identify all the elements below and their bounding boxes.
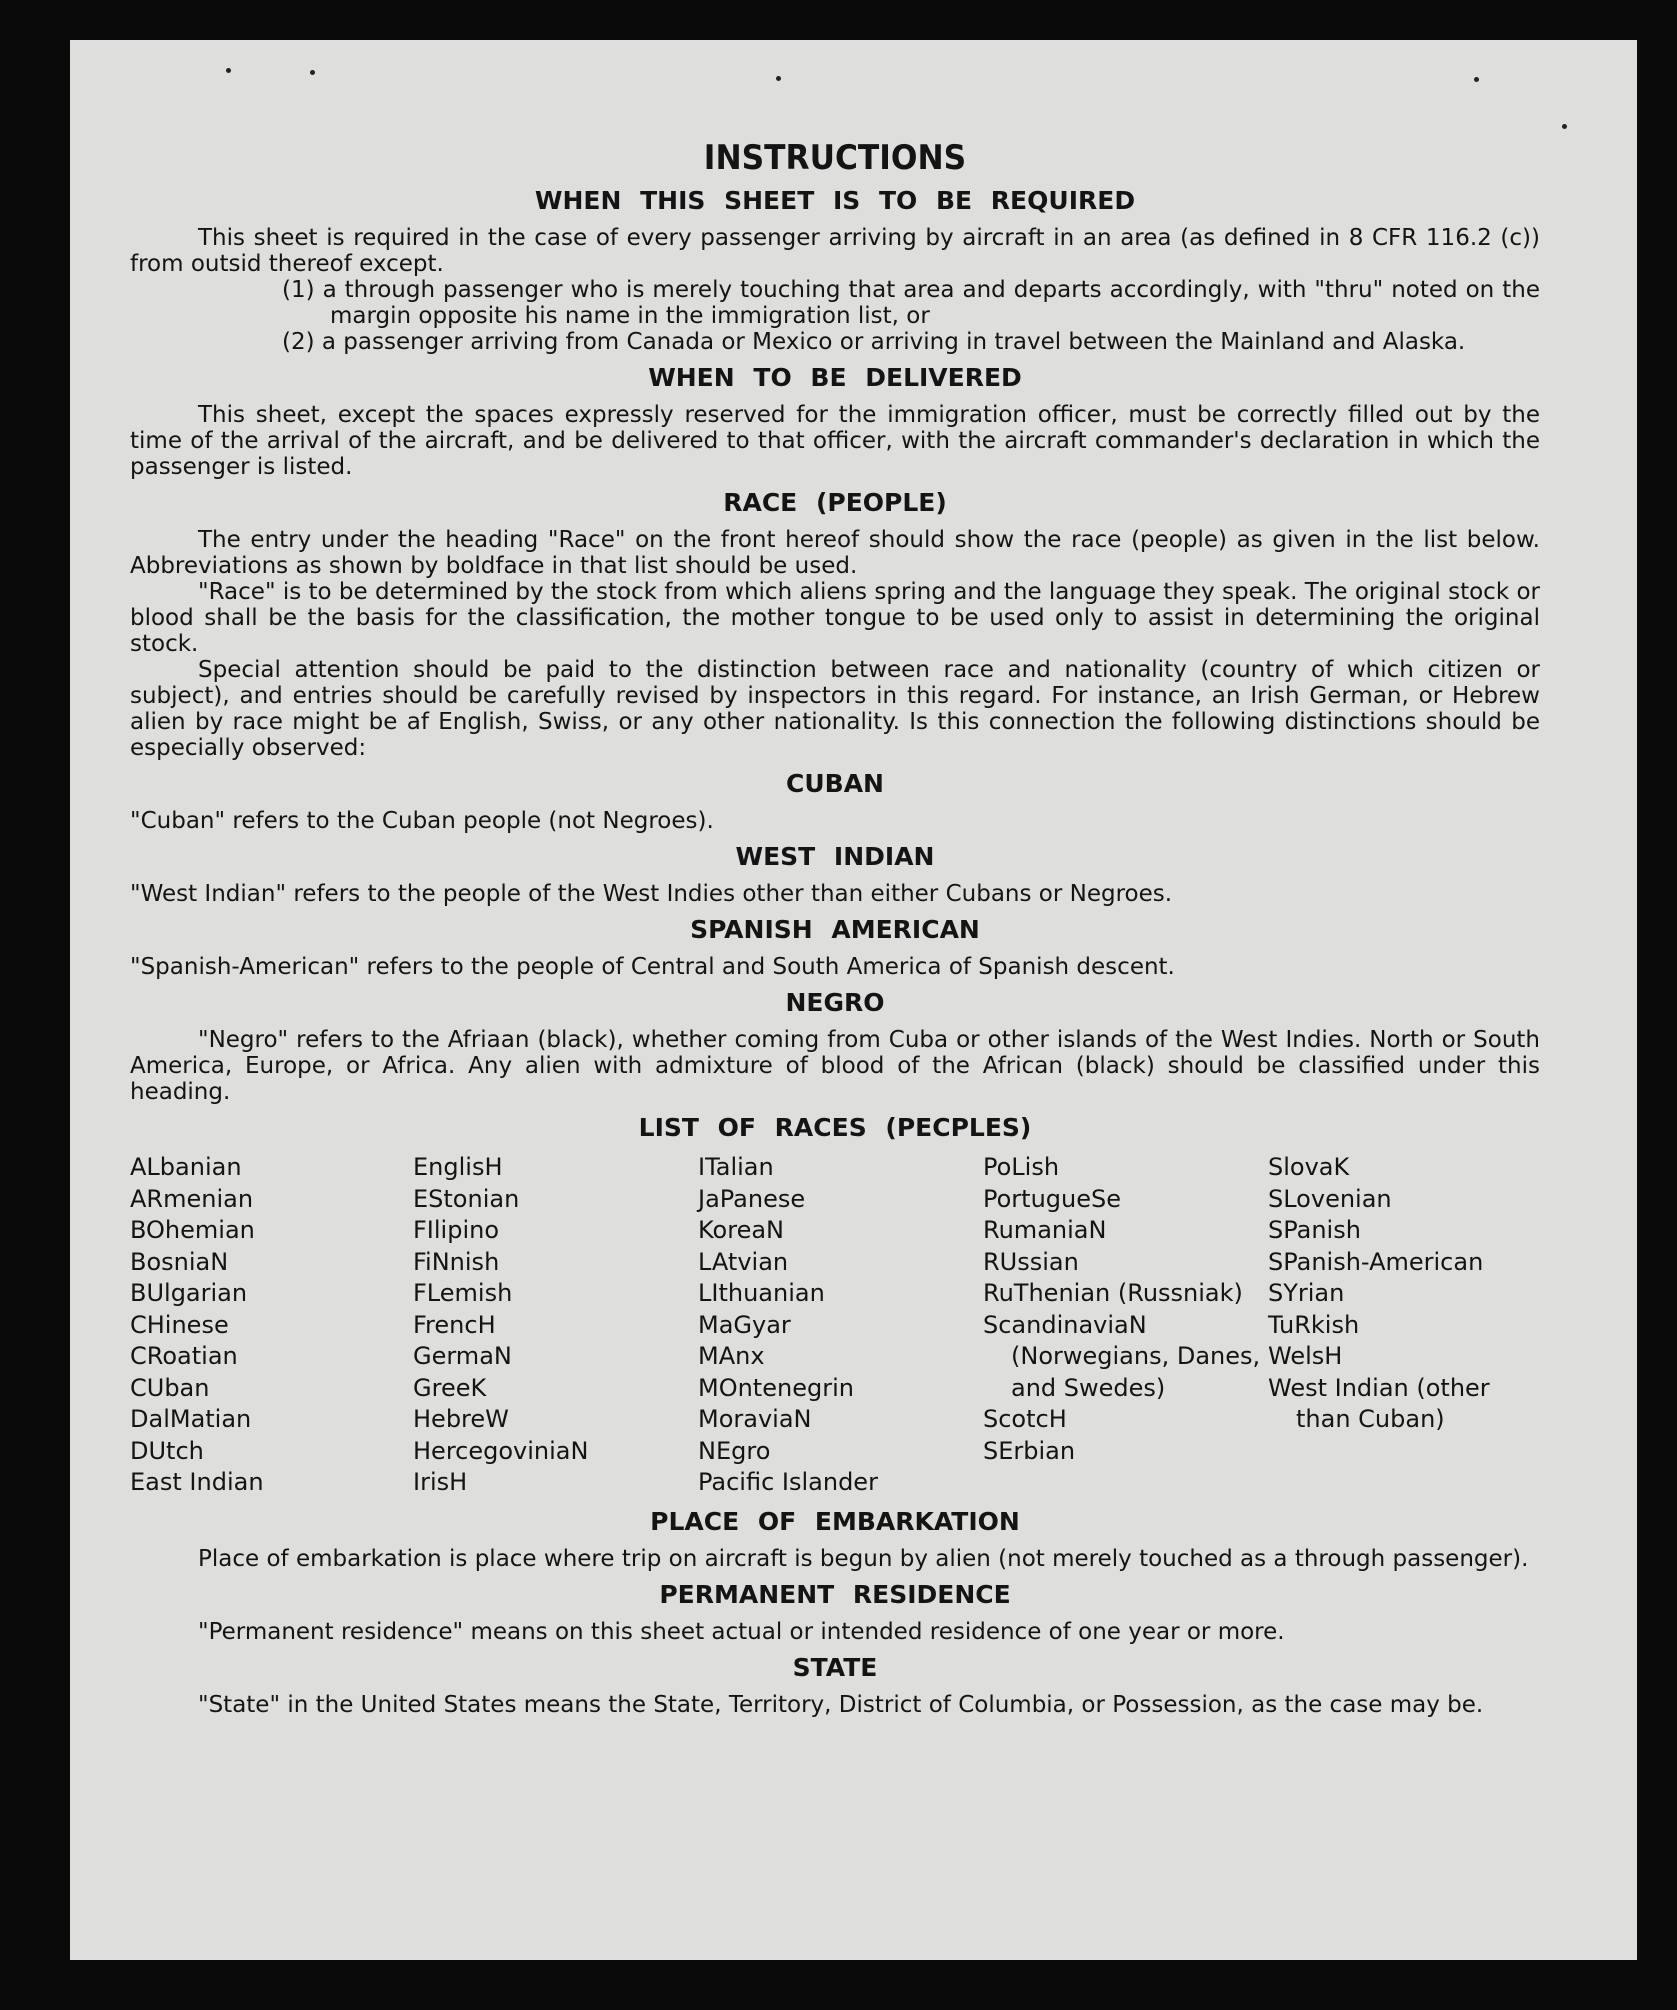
- race-entry: BOhemian: [130, 1216, 255, 1244]
- exception-item: (2) a passenger arriving from Canada or Mexico or arriving in travel between the Mainland and Alaska.: [282, 329, 1466, 355]
- races-list: [130, 1152, 1540, 1499]
- race-entry: CRoatian: [130, 1342, 238, 1370]
- race-entry: DalMatian: [130, 1405, 252, 1433]
- races-column: [130, 1152, 413, 1499]
- race-entry: ScotcH: [983, 1405, 1067, 1433]
- section-heading: STATE: [792, 1652, 878, 1682]
- race-entry: MaGyar: [698, 1310, 791, 1339]
- race-entry: WelsH: [1268, 1342, 1343, 1370]
- scan-speck: [310, 70, 315, 75]
- races-heading: LIST OF RACES (PECPLES): [638, 1113, 1032, 1142]
- paragraph: This sheet is required in the case of every passenger arriving by aircraft in an area (as defined in 8 CFR 116.2 (c)) from outsid thereof except.: [130, 225, 1540, 277]
- paragraph: "Negro" refers to the Afriaan (black), whether coming from Cuba or other islands of the West Indies. North or South America, Europe, or Africa. Any alien with admixture of blood of the African (black) should be classified under this heading.: [130, 1027, 1540, 1105]
- paragraph: "Spanish-American" refers to the people of Central and South America of Spanish descent.: [130, 954, 1175, 980]
- paragraph: Place of embarkation is place where trip on aircraft is begun by alien (not merely touched as a through passenger).: [198, 1545, 1529, 1572]
- paragraph: This sheet, except the spaces expressly reserved for the immigration officer, must be correctly filled out by the time of the arrival of the aircraft, and be delivered to that officer, with the aircraft commander's declaration in which the passenger is listed.: [130, 402, 1540, 480]
- race-entry: East Indian: [130, 1468, 264, 1496]
- scan-speck: [776, 76, 781, 81]
- scan-speck: [1474, 77, 1479, 82]
- race-entry: GreeK: [413, 1373, 487, 1402]
- paragraph: "Race" is to be determined by the stock from which aliens spring and the language they speak. The original stock or blood shall be the basis for the classification, the mother tongue to be used only to assist in determining the original stock.: [130, 579, 1540, 657]
- race-entry: KoreaN: [698, 1216, 784, 1244]
- race-entry: FrencH: [413, 1310, 496, 1339]
- section-heading: PLACE OF EMBARKATION: [650, 1506, 1020, 1536]
- race-entry: BUlgarian: [130, 1279, 248, 1307]
- race-entry: Pacific Islander: [698, 1468, 878, 1496]
- race-entry: CHinese: [130, 1310, 229, 1339]
- race-entry: MAnx: [698, 1342, 765, 1370]
- race-entry: FiNnish: [413, 1247, 500, 1276]
- section-heading: NEGRO: [785, 988, 885, 1017]
- exception-item: (1) a through passenger who is merely touching that area and departs accordingly, with "thru" noted on the margin opposite his name in the immigration list, or: [282, 277, 1540, 329]
- race-entry: GermaN: [413, 1342, 512, 1370]
- races-column: [698, 1152, 983, 1499]
- section-heading: WHEN TO BE DELIVERED: [648, 363, 1022, 392]
- paragraph: Special attention should be paid to the distinction between race and nationality (country of which citizen or subject), and entries should be carefully revised by inspectors in this regard. For instance, an Irish German, or Hebrew alien by race might be af English, Swiss, or any other nationality. Is this connection the following distinctions should be especially observed:: [130, 657, 1540, 761]
- race-entry: HebreW: [413, 1405, 509, 1433]
- race-entry: ScandinaviaN (Norwegians, Danes, and Swedes): [983, 1310, 1261, 1402]
- race-entry: RumaniaN: [983, 1216, 1107, 1244]
- race-entry: EStonian: [413, 1184, 520, 1213]
- race-entry: MoraviaN: [698, 1405, 812, 1433]
- race-entry: SYrian: [1268, 1279, 1345, 1307]
- race-entry: FLemish: [413, 1279, 513, 1307]
- section-heading: RACE (PEOPLE): [723, 488, 947, 517]
- instructions-content: [130, 138, 1540, 1718]
- race-entry: LAtvian: [698, 1247, 789, 1276]
- paragraph: The entry under the heading "Race" on the front hereof should show the race (people) as given in the list below. Abbreviations as shown by boldface in that list should be used.: [130, 527, 1540, 579]
- section-heading: CUBAN: [786, 769, 884, 798]
- paragraph: "West Indian" refers to the people of the West Indies other than either Cubans or Negroes.: [130, 881, 1173, 907]
- races-column: [413, 1152, 698, 1499]
- race-entry: SErbian: [983, 1436, 1076, 1465]
- race-entry: ARmenian: [130, 1184, 254, 1213]
- document-sheet: [70, 40, 1637, 1960]
- race-entry: LIthuanian: [698, 1279, 825, 1307]
- race-entry: ALbanian: [130, 1153, 242, 1181]
- race-entry: PoLish: [983, 1153, 1060, 1181]
- race-entry: BosniaN: [130, 1247, 229, 1276]
- race-entry: PortugueSe: [983, 1184, 1121, 1213]
- race-entry: West Indian (other than Cuban): [1268, 1373, 1490, 1433]
- section-heading: PERMANENT RESIDENCE: [659, 1579, 1011, 1609]
- race-entry: RuThenian (Russniak): [983, 1279, 1243, 1307]
- race-entry: ITalian: [698, 1153, 774, 1181]
- race-entry: MOntenegrin: [698, 1373, 854, 1402]
- paragraph: "Permanent residence" means on this sheet actual or intended residence of one year or more.: [198, 1618, 1285, 1645]
- race-entry: DUtch: [130, 1436, 204, 1465]
- race-entry: IrisH: [413, 1468, 468, 1496]
- race-entry: CUban: [130, 1373, 210, 1402]
- races-column: [983, 1152, 1268, 1499]
- race-entry: SLovenian: [1268, 1184, 1392, 1213]
- race-entry: SlovaK: [1268, 1153, 1350, 1181]
- race-entry: HercegoviniaN: [413, 1436, 589, 1465]
- races-column: [1268, 1152, 1540, 1499]
- page-title: INSTRUCTIONS: [703, 138, 967, 178]
- race-entry: SPanish-American: [1268, 1247, 1484, 1276]
- race-entry: NEgro: [698, 1436, 771, 1465]
- paragraph: "State" in the United States means the State, Territory, District of Columbia, or Possession, as the case may be.: [198, 1691, 1484, 1718]
- scan-speck: [1562, 124, 1567, 129]
- race-entry: RUssian: [983, 1247, 1079, 1276]
- race-entry: FIlipino: [413, 1216, 500, 1244]
- section-heading: SPANISH AMERICAN: [690, 915, 980, 944]
- section-heading: WHEN THIS SHEET IS TO BE REQUIRED: [534, 186, 1136, 215]
- race-entry: EnglisH: [413, 1153, 503, 1181]
- race-entry: TuRkish: [1268, 1310, 1360, 1339]
- scan-speck: [226, 68, 231, 73]
- race-entry: SPanish: [1268, 1216, 1361, 1244]
- section-heading: WEST INDIAN: [735, 842, 935, 871]
- paragraph: "Cuban" refers to the Cuban people (not Negroes).: [130, 808, 714, 834]
- race-entry: JaPanese: [698, 1184, 806, 1213]
